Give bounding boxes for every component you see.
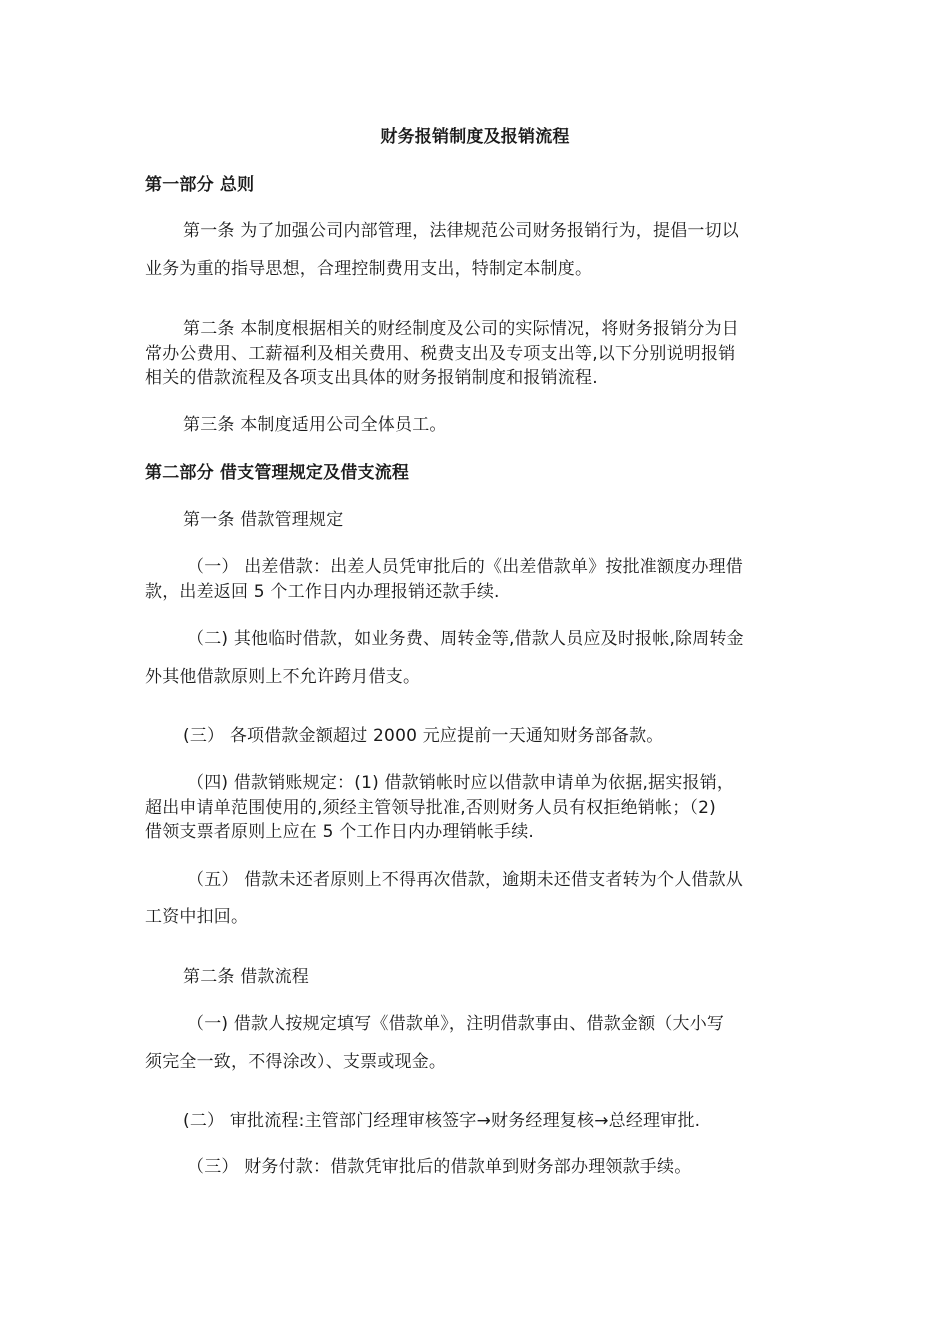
article2-line2: 常办公费用、工薪福利及相关费用、税费支出及专项支出等,以下分别说明报销 <box>145 344 736 364</box>
item4-line1: （四) 借款销账规定：(1) 借款销帐时应以借款申请单为依据,据实报销， <box>187 773 735 793</box>
article1-line1: 第一条 为了加强公司内部管理，法律规范公司财务报销行为，提倡一切以 <box>183 221 740 241</box>
item2-line1: （二) 其他临时借款，如业务费、周转金等,借款人员应及时报帐,除周转金 <box>187 629 744 649</box>
flow2-line1: (二） 审批流程:主管部门经理审核签字→财务经理复核→总经理审批. <box>183 1111 701 1131</box>
part1-heading: 第一部分 总则 <box>145 175 255 195</box>
item1-line1: （一） 出差借款：出差人员凭审批后的《出差借款单》按批准额度办理借 <box>187 557 744 577</box>
section1-title: 第一条 借款管理规定 <box>183 510 344 530</box>
flow1-line2: 须完全一致，不得涂改）、支票或现金。 <box>145 1052 447 1072</box>
item4-line2: 超出申请单范围使用的,须经主管领导批准,否则财务人员有权拒绝销帐；（2) <box>145 798 716 818</box>
article3-line1: 第三条 本制度适用公司全体员工。 <box>183 415 447 435</box>
item5-line2: 工资中扣回。 <box>145 907 249 927</box>
section2-title: 第二条 借款流程 <box>183 967 310 987</box>
flow1-line1: （一) 借款人按规定填写《借款单》，注明借款事由、借款金额（大小写 <box>187 1014 725 1034</box>
item3-line1: (三） 各项借款金额超过 2000 元应提前一天通知财务部备款。 <box>183 726 664 746</box>
article1-line2: 业务为重的指导思想，合理控制费用支出，特制定本制度。 <box>145 259 593 279</box>
flow3-line1: （三） 财务付款：借款凭审批后的借款单到财务部办理领款手续。 <box>187 1157 692 1177</box>
part2-heading: 第二部分 借支管理规定及借支流程 <box>145 463 410 483</box>
item5-line1: （五） 借款未还者原则上不得再次借款，逾期未还借支者转为个人借款从 <box>187 870 744 890</box>
document-title: 财务报销制度及报销流程 <box>380 127 570 147</box>
item4-line3: 借领支票者原则上应在 5 个工作日内办理销帐手续. <box>145 822 535 842</box>
article2-line1: 第二条 本制度根据相关的财经制度及公司的实际情况，将财务报销分为日 <box>183 319 740 339</box>
article2-line3: 相关的借款流程及各项支出具体的财务报销制度和报销流程. <box>145 368 598 388</box>
item1-line2: 款，出差返回 5 个工作日内办理报销还款手续. <box>145 582 500 602</box>
item2-line2: 外其他借款原则上不允许跨月借支。 <box>145 667 421 687</box>
